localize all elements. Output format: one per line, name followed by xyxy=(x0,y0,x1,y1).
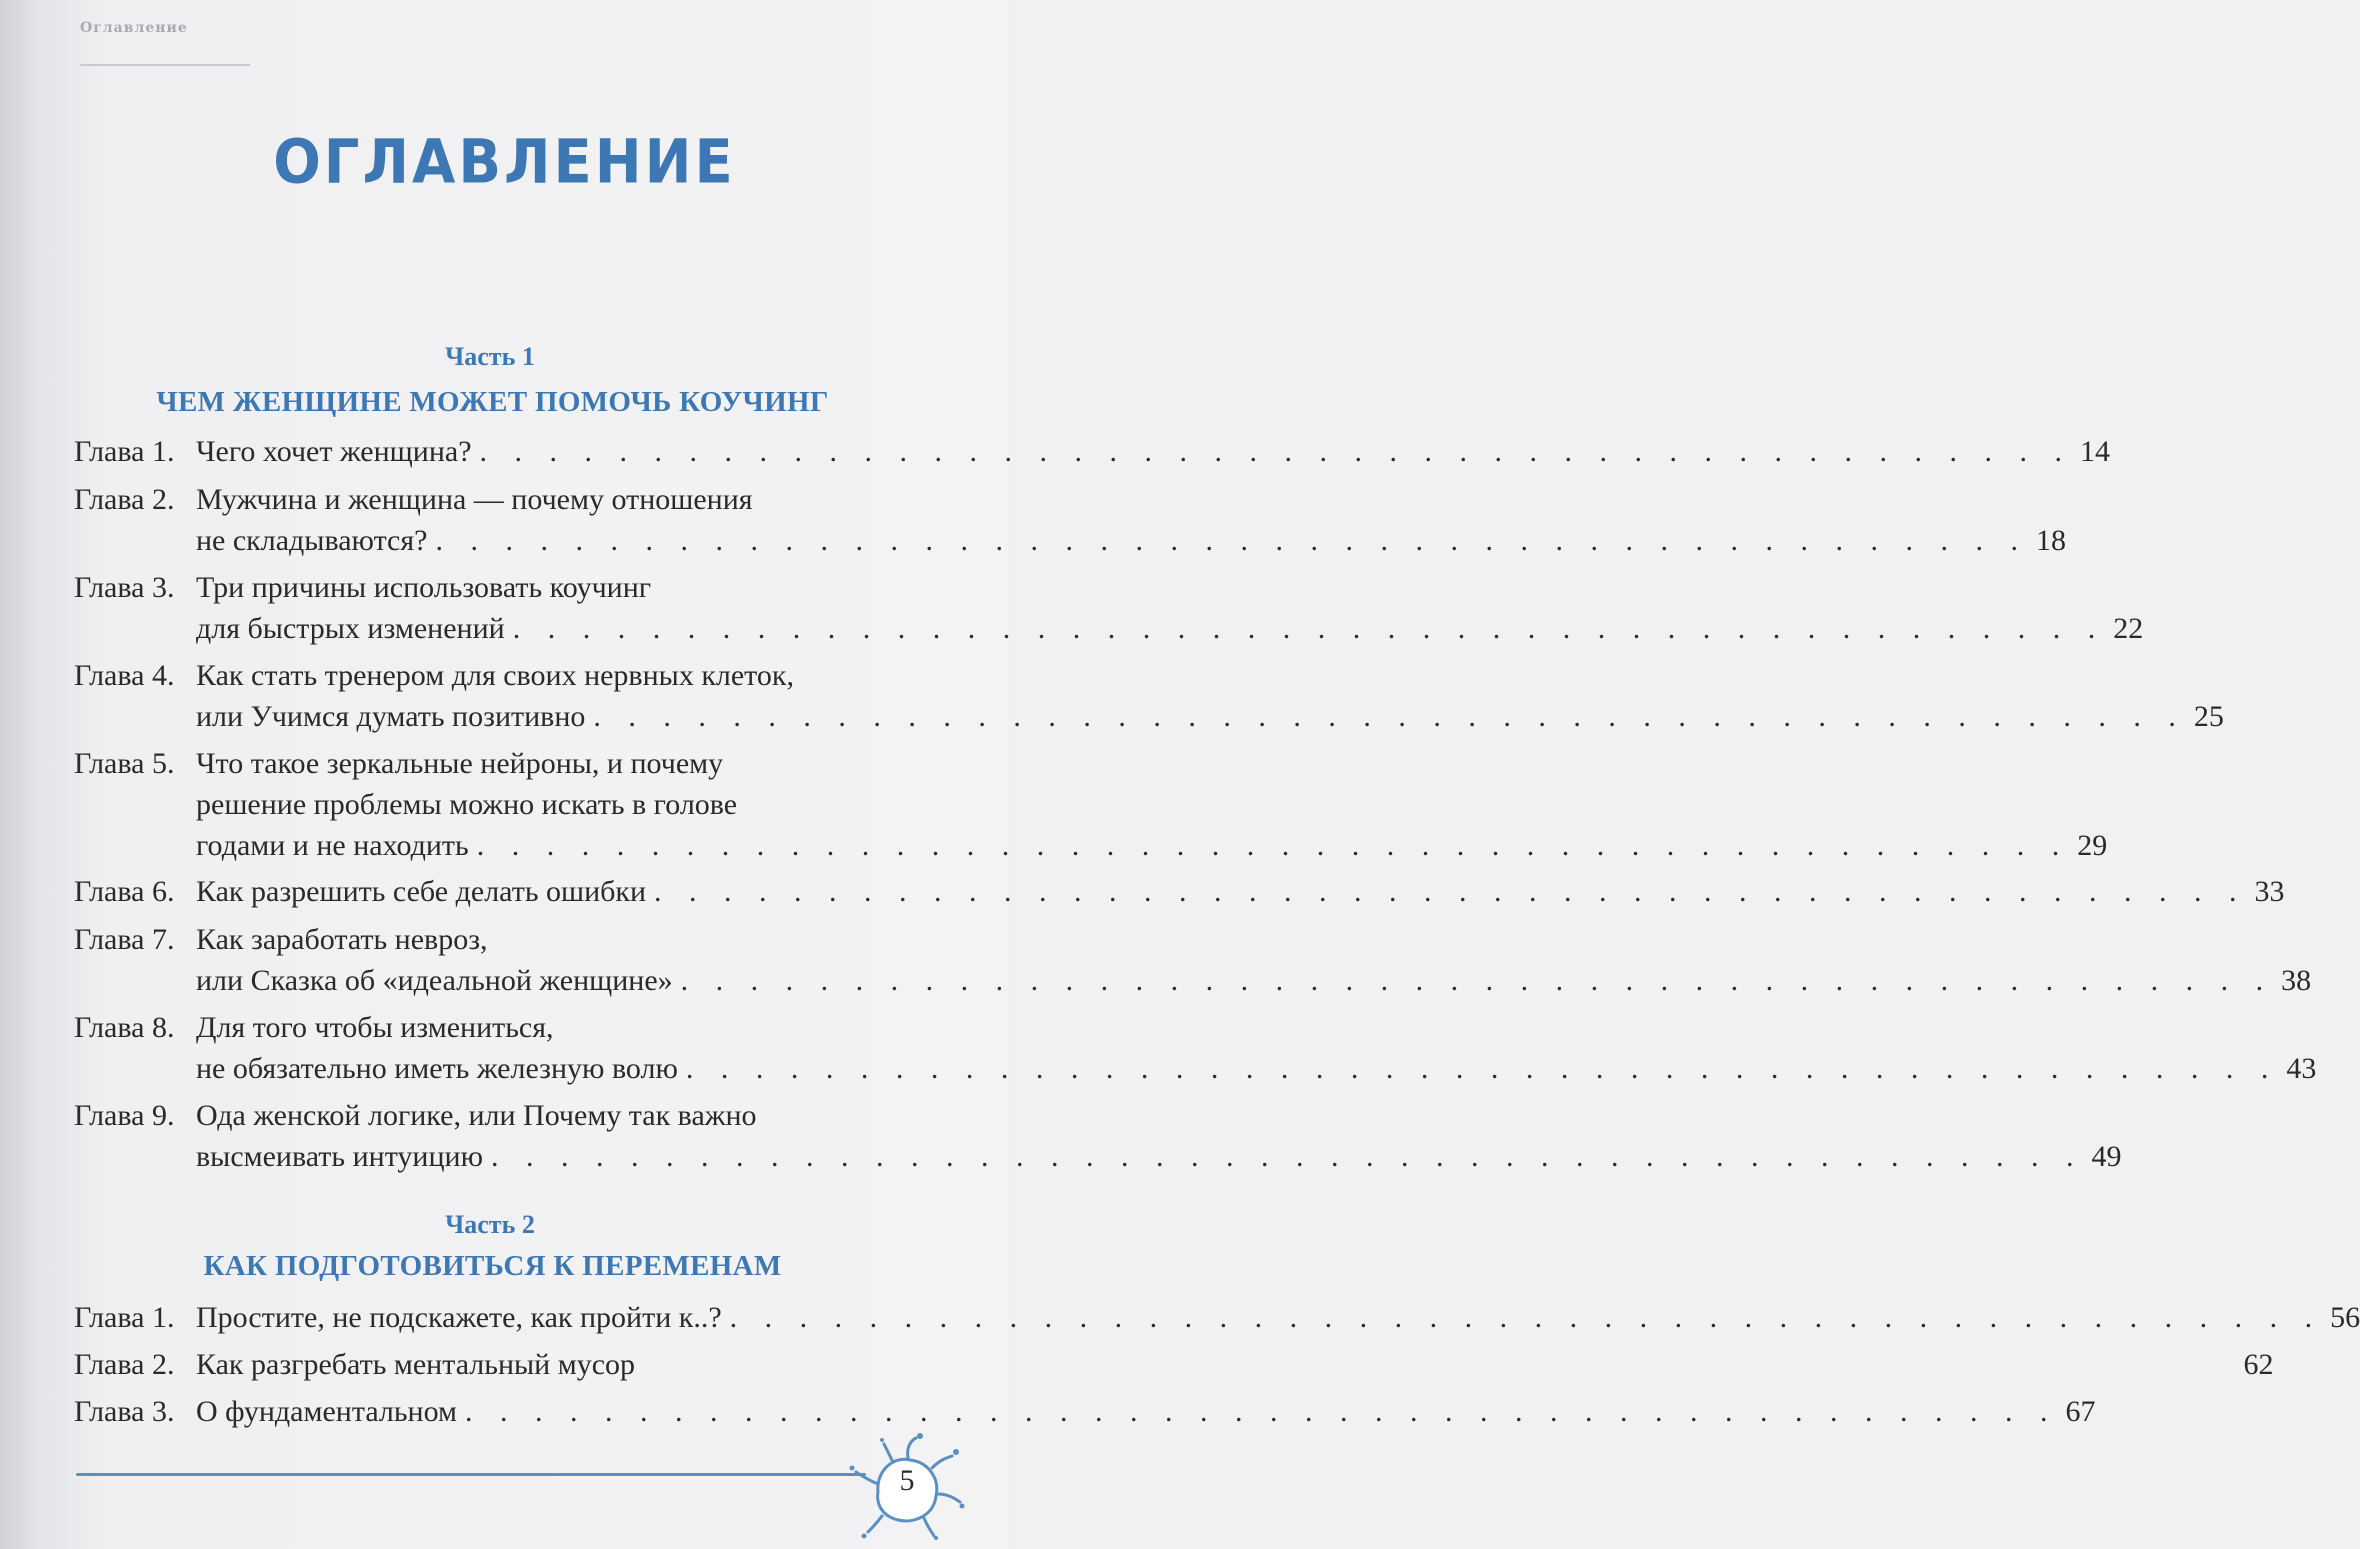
chapter-title-line xyxy=(196,607,2144,651)
leader-dots: . . . . . . . . . . . . . . . . . . . . . . . . . . . . . . . . . . . . . . . . . . . . . . xyxy=(465,1395,2058,1428)
leader-dots: . . . . . . . . . . . . . . . . . . . . . . . . . . . . . . . . . . . . . . . . . . . . . . xyxy=(654,875,2247,908)
page-ref: 33 xyxy=(2254,875,2285,908)
chapter-number: Глава 1. xyxy=(74,435,175,468)
part-2-title: КАК ПОДГОТОВИТЬСЯ К ПЕРЕМЕНАМ xyxy=(203,1250,782,1282)
chapter-title: годами и не находить xyxy=(196,829,469,862)
chapter-title: Для того чтобы измениться, xyxy=(196,1011,554,1044)
page-ref: 43 xyxy=(2286,1052,2317,1085)
chapter-number: Глава 2. xyxy=(74,1348,175,1381)
page-ref: 14 xyxy=(2080,435,2111,468)
toc-title: ОГЛАВЛЕНИЕ xyxy=(273,127,736,198)
chapter-title-line xyxy=(196,1047,2317,1091)
page-ref: 67 xyxy=(2065,1395,2096,1428)
page-ref: 56 xyxy=(2330,1301,2360,1334)
chapter-number: Глава 9. xyxy=(74,1099,175,1132)
leader-dots: . . . . . . . . . . . . . . . . . . . . . . . . . . . . . . . . . . . . . . . . . . . . . . xyxy=(593,700,2186,733)
chapter-number: Глава 1. xyxy=(74,1301,175,1334)
chapter-title: Как стать тренером для своих нервных клеток, xyxy=(196,659,794,692)
chapter-title: или Учимся думать позитивно xyxy=(196,700,586,733)
chapter-title-line xyxy=(196,870,2285,914)
part-1-label: Часть 1 xyxy=(445,342,535,371)
leader-dots: . . . . . . . . . . . . . . . . . . . . . . . . . . . . . . . . . . . . . . . . . . . . . . xyxy=(685,1052,2279,1085)
chapter-number: Глава 2. xyxy=(74,483,175,516)
header-rule xyxy=(80,64,250,66)
chapter-title-line xyxy=(196,695,2224,739)
chapter-number: Глава 3. xyxy=(74,1395,175,1428)
chapter-title-line xyxy=(196,1390,2096,1434)
leader-dots: . . . . . . . . . . . . . . . . . . . . . . . . . . . . . . . . . . . . . . . . . . . . . . xyxy=(479,435,2073,468)
chapter-title: Мужчина и женщина — почему отношения xyxy=(196,483,753,516)
page-ref: 38 xyxy=(2281,964,2312,997)
page-ref: 62 xyxy=(2243,1348,2274,1381)
chapter-title-line xyxy=(196,430,2111,474)
page-ref: 29 xyxy=(2077,829,2108,862)
chapter-title-line xyxy=(196,519,2066,563)
chapter-title-line xyxy=(196,1135,2122,1179)
leader-dots: . . . . . . . . . . . . . . . . . . . . . . . . . . . . . . . . . . . . . . . . . . . . . . xyxy=(680,964,2274,997)
footer-rule xyxy=(76,1473,866,1476)
leader-dots: . . . . . . . . . . . . . . . . . . . . . . . . . . . . . . . . . . . . . . . . . . . . . . xyxy=(476,829,2070,862)
chapter-number: Глава 3. xyxy=(74,571,175,604)
chapter-title: Как заработать невроз, xyxy=(196,923,488,956)
running-head: Оглавление xyxy=(80,20,188,36)
chapter-number: Глава 8. xyxy=(74,1011,175,1044)
chapter-title-line xyxy=(196,1296,2360,1340)
chapter-title: не складываются? xyxy=(196,524,428,557)
leader-dots: . . . . . . . . . . . . . . . . . . . . . . . . . . . . . . . . . . . . . . . . . . . . . . xyxy=(491,1140,2084,1173)
chapter-title: или Сказка об «идеальной женщине» xyxy=(196,964,673,997)
leader-dots: . . . . . . . . . . . . . . . . . . . . . . . . . . . . . . . . . . . . . . . . . . . . . . xyxy=(729,1301,2323,1334)
chapter-title: Простите, не подскажете, как пройти к..? xyxy=(196,1301,722,1334)
chapter-number: Глава 4. xyxy=(74,659,175,692)
page-ref: 22 xyxy=(2113,612,2144,645)
chapter-title-line xyxy=(196,824,2108,868)
chapter-title-line xyxy=(196,1343,2274,1387)
leader-dots: . . . . . . . . . . . . . . . . . . . . . . . . . . . . . . . . . . . . . . . . . . . . . . xyxy=(435,524,2028,557)
page-ref: 49 xyxy=(2091,1140,2122,1173)
chapter-title: Как разгребать ментальный мусор xyxy=(196,1348,636,1381)
chapter-title: Что такое зеркальные нейроны, и почему xyxy=(196,747,724,780)
chapter-title: Ода женской логике, или Почему так важно xyxy=(196,1099,757,1132)
chapter-title: для быстрых изменений xyxy=(196,612,505,645)
chapter-number: Глава 7. xyxy=(74,923,175,956)
chapter-title: высмеивать интуицию xyxy=(196,1140,483,1173)
chapter-title: Три причины использовать коучинг xyxy=(196,571,652,604)
chapter-title: Чего хочет женщина? xyxy=(196,435,472,468)
part-1-title: ЧЕМ ЖЕНЩИНЕ МОЖЕТ ПОМОЧЬ КОУЧИНГ xyxy=(156,386,829,418)
chapter-title: решение проблемы можно искать в голове xyxy=(196,788,738,821)
part-2-label: Часть 2 xyxy=(445,1210,535,1239)
chapter-title: не обязательно иметь железную волю xyxy=(196,1052,678,1085)
page-ref: 18 xyxy=(2035,524,2066,557)
chapter-title-line xyxy=(196,959,2312,1003)
chapter-title: О фундаментальном xyxy=(196,1395,458,1428)
chapter-number: Глава 5. xyxy=(74,747,175,780)
leader-dots: . . . . . . . . . . . . . . . . . . . . . . . . . . . . . . . . . . . . . . . . . . . . . . xyxy=(512,612,2106,645)
page-number: 5 xyxy=(899,1464,915,1497)
chapter-number: Глава 6. xyxy=(74,875,175,908)
page-ref: 25 xyxy=(2193,700,2224,733)
chapter-title: Как разрешить себе делать ошибки xyxy=(196,875,647,908)
